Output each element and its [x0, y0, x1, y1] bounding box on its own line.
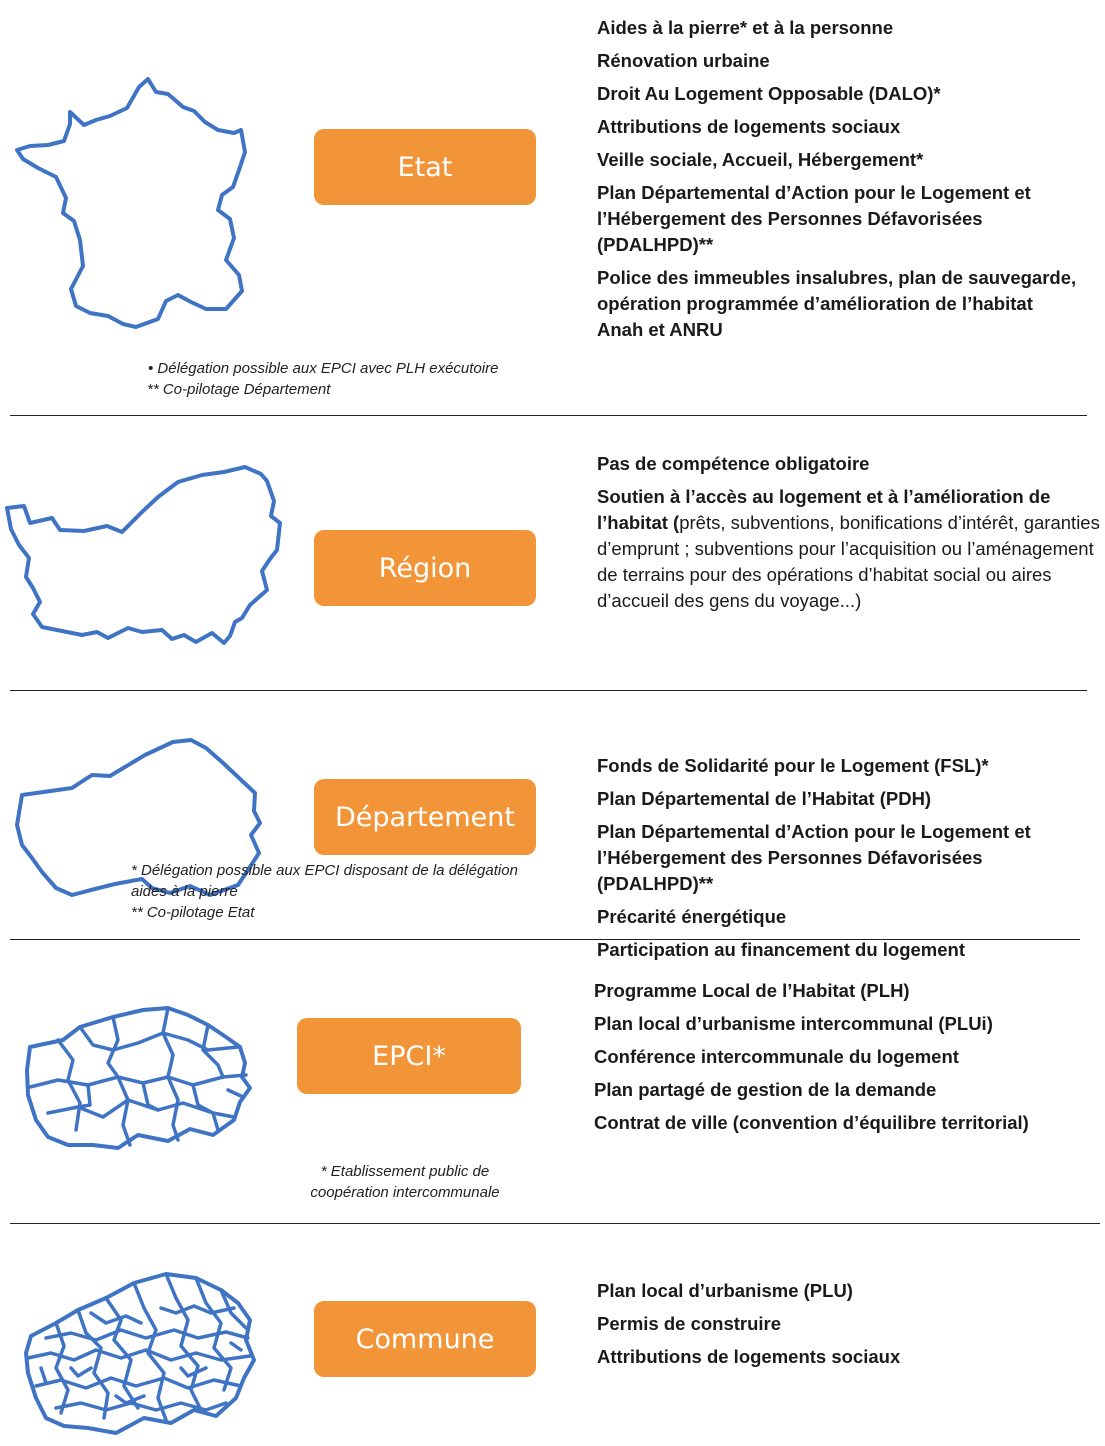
footnote-line: * Délégation possible aux EPCI disposant de la délégation	[131, 862, 518, 879]
list-item: Plan Départemental de l’Habitat (PDH)	[597, 788, 932, 809]
footnote-line: aides à la pierre	[131, 883, 238, 900]
footnote-line: ** Co-pilotage Département	[147, 381, 331, 398]
list-item: Police des immeubles insalubres, plan de sauvegarde, opération programmée d’amélioration de l’habitat	[597, 267, 1077, 314]
epci-map-icon	[18, 1005, 258, 1155]
footnote-line: ** Co-pilotage Etat	[131, 904, 255, 921]
commune-map-icon	[16, 1268, 266, 1443]
list-item: Pas de compétence obligatoire	[597, 453, 870, 474]
list-item: Plan Départemental d’Action pour le Logement et l’Hébergement des Personnes Défavorisées (PDALHPD)**	[597, 821, 1031, 894]
epci-competences-list	[594, 978, 1102, 1143]
france-map-icon	[8, 70, 253, 340]
section-divider	[10, 690, 1087, 691]
list-item-detail-part: prêts, subventions, bonifications d’intérêt, garanties d’emprunt ; subventions pour l’acquisition ou l’aménagement de terrains pour des opérations d’habitat social ou aires d’accueil des gens du voyage...)	[597, 512, 1100, 611]
list-item	[597, 484, 1102, 614]
normandie-region-map-icon	[2, 460, 294, 665]
epci-badge: EPCI*	[297, 1018, 521, 1094]
list-item: Attributions de logements sociaux	[597, 1346, 901, 1367]
list-item: Conférence intercommunale du logement	[594, 1046, 959, 1067]
section-divider	[10, 415, 1087, 416]
footnote-line: * Etablissement public de	[320, 1163, 490, 1180]
etat-competences-list	[597, 15, 1102, 350]
list-item: Plan local d’urbanisme (PLU)	[597, 1280, 853, 1301]
list-item: Aides à la pierre* et à la personne	[597, 17, 894, 38]
commune-badge: Commune	[314, 1301, 536, 1377]
list-item: Plan Départemental d’Action pour le Logement et l’Hébergement des Personnes Défavorisées (PDALHPD)**	[597, 182, 1031, 255]
list-item: Précarité énergétique	[597, 906, 787, 927]
etat-footnote	[147, 358, 587, 400]
departement-badge: Département	[314, 779, 536, 855]
list-item: Participation au financement du logement	[597, 939, 965, 960]
footnote-line: • Délégation possible aux EPCI avec PLH exécutoire	[148, 360, 499, 377]
departement-competences-list	[597, 753, 1102, 970]
list-item: Contrat de ville (convention d’équilibre territorial)	[594, 1112, 1029, 1133]
list-item-bold-part: Soutien à l’accès au logement et à l’amélioration de l’habitat (	[597, 486, 1051, 533]
list-item: Anah et ANRU	[597, 319, 723, 340]
etat-badge: Etat	[314, 129, 536, 205]
list-item: Veille sociale, Accueil, Hébergement*	[597, 149, 924, 170]
epci-footnote	[270, 1161, 540, 1203]
list-item: Plan local d’urbanisme intercommunal (PLUi)	[594, 1013, 993, 1034]
region-badge: Région	[314, 530, 536, 606]
commune-competences-list	[597, 1278, 1102, 1377]
list-item: Programme Local de l’Habitat (PLH)	[594, 980, 910, 1001]
list-item: Rénovation urbaine	[597, 50, 770, 71]
departement-footnote	[131, 860, 591, 923]
list-item: Fonds de Solidarité pour le Logement (FSL)*	[597, 755, 989, 776]
region-competences-list	[597, 451, 1102, 621]
list-item: Attributions de logements sociaux	[597, 116, 901, 137]
section-divider	[10, 1223, 1100, 1224]
list-item: Permis de construire	[597, 1313, 782, 1334]
list-item: Plan partagé de gestion de la demande	[594, 1079, 937, 1100]
footnote-line: coopération intercommunale	[310, 1184, 500, 1201]
list-item: Droit Au Logement Opposable (DALO)*	[597, 83, 941, 104]
section-divider	[10, 939, 1080, 940]
